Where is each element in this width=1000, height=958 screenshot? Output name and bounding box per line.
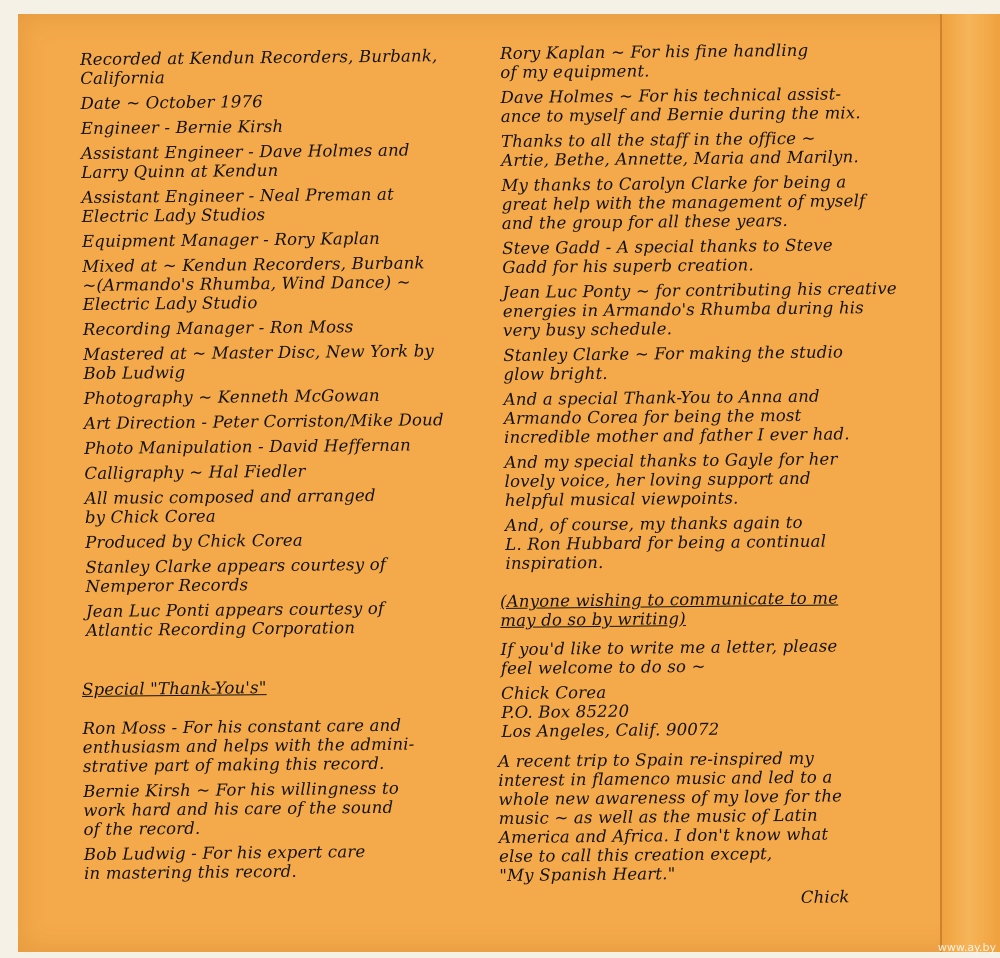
- credit-entry: Art Direction - Peter Corriston/Mike Doud: [83, 410, 444, 433]
- thanks-heading: Special "Thank-You's": [82, 678, 267, 699]
- credit-entry: Equipment Manager - Rory Kaplan: [81, 228, 381, 251]
- credit-entry: Stanley Clarke appears courtesy of Nemperor Records: [85, 554, 387, 596]
- thanks-entry: Jean Luc Ponty ~ for contributing his creative energies in Armando's Rhumba during his very busy schedule.: [502, 278, 897, 340]
- thanks-entry: Bob Ludwig - For his expert care in mastering this record.: [83, 842, 366, 883]
- closing-paragraph: A recent trip to Spain re-inspired my interest in flamenco music and led to a whole new awareness of my love for the music ~ as well as the music of Latin America and Africa. I don't know what else to call this creation except, "My Spanish Heart.": [498, 748, 843, 885]
- address-city: Los Angeles, Calif. 90072: [501, 719, 720, 741]
- contact-section: [500, 588, 912, 741]
- credits-column: [80, 46, 481, 646]
- thanks-entry: Rory Kaplan ~ For his fine handling of my equipment.: [500, 40, 809, 82]
- credit-entry: Calligraphy ~ Hal Fiedler: [84, 461, 306, 483]
- credit-entry: All music composed and arranged by Chick Corea: [84, 485, 376, 527]
- credit-entry: Recording Manager - Ron Moss: [82, 317, 354, 339]
- contact-note: (Anyone wishing to communicate to me may do so by writing): [500, 588, 839, 630]
- thanks-left-column: [82, 676, 484, 889]
- address-name: Chick Corea: [500, 682, 607, 703]
- thanks-entry: Thanks to all the staff in the office ~ Artie, Bethe, Annette, Maria and Marilyn.: [500, 128, 859, 170]
- credit-entry: Jean Luc Ponti appears courtesy of Atlantic Recording Corporation: [85, 598, 385, 640]
- credit-entry: Mastered at ~ Master Disc, New York by Bob Ludwig: [83, 341, 435, 383]
- thanks-entry: Steve Gadd - A special thanks to Steve Gadd for his superb creation.: [502, 235, 833, 277]
- thanks-entry: My thanks to Carolyn Clarke for being a great help with the management of myself and the group for all these years.: [501, 172, 866, 233]
- credit-entry: Date ~ October 1976: [80, 92, 264, 113]
- credit-entry: Assistant Engineer - Dave Holmes and Larry Quinn at Kendun: [80, 140, 410, 182]
- thanks-right-column: [500, 40, 916, 579]
- credit-entry: Photography ~ Kenneth McGowan: [83, 385, 380, 408]
- credit-entry: Mixed at ~ Kendun Recorders, Burbank ~(Armando's Rhumba, Wind Dance) ~ Electric Lady Studio: [82, 253, 425, 314]
- credit-entry: Recorded at Kendun Recorders, Burbank, California: [80, 46, 438, 88]
- closing-section: [498, 748, 920, 916]
- address-box: P.O. Box 85220: [501, 701, 630, 722]
- signature: Chick: [800, 887, 850, 907]
- thanks-entry: And my special thanks to Gayle for her lovely voice, her loving support and helpful musical viewpoints.: [504, 449, 838, 510]
- thanks-entry: Bernie Kirsh ~ For his willingness to work hard and his care of the sound of the record.: [83, 778, 400, 839]
- credit-entry: Engineer - Bernie Kirsh: [80, 116, 284, 138]
- thanks-entry: Dave Holmes ~ For his technical assist- ance to myself and Bernie during the mix.: [500, 84, 861, 126]
- credit-entry: Assistant Engineer - Neal Preman at Electric Lady Studios: [81, 184, 394, 226]
- thanks-entry: Stanley Clarke ~ For making the studio glow bright.: [503, 342, 844, 384]
- thanks-entry: And, of course, my thanks again to L. Ron Hubbard for being a continual inspiration.: [504, 512, 827, 573]
- contact-text: If you'd like to write me a letter, please feel welcome to do so ~: [500, 636, 838, 678]
- thanks-entry: And a special Thank-You to Anna and Armando Corea for being the most incredible mother and father I ever had.: [503, 386, 850, 447]
- credit-entry: Photo Manipulation - David Heffernan: [84, 435, 411, 458]
- watermark: www.ay.by: [937, 941, 996, 954]
- credit-entry: Produced by Chick Corea: [85, 530, 303, 552]
- thanks-entry: Ron Moss - For his constant care and enthusiasm and helps with the admini- strative part of making this record.: [82, 715, 415, 776]
- sleeve-fold: [937, 14, 1000, 954]
